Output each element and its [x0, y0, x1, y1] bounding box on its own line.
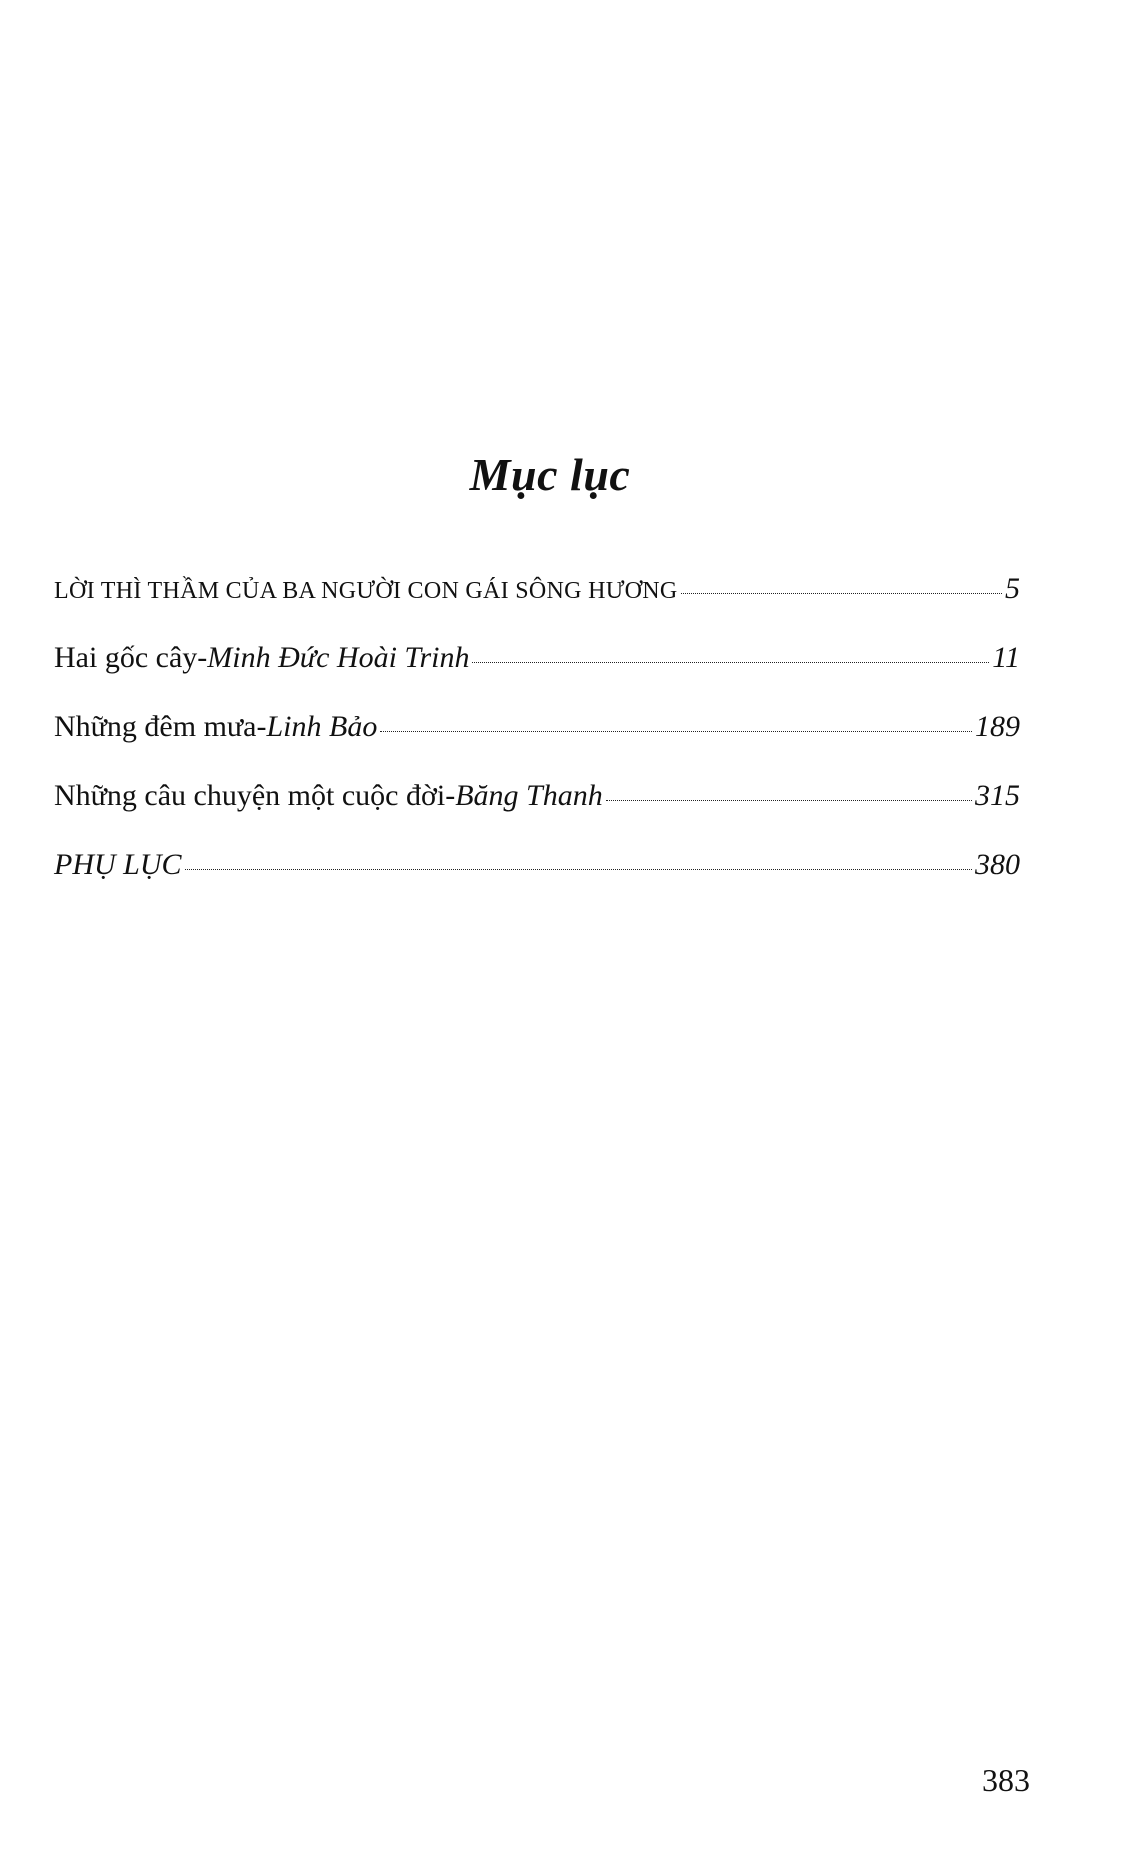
table-of-contents [54, 572, 1020, 917]
dot-leader [681, 593, 1002, 594]
toc-entry-title: Những đêm mưa [54, 710, 257, 743]
toc-entry-author: Băng Thanh [455, 779, 603, 812]
toc-entry-separator: - [256, 710, 267, 743]
toc-entry[interactable] [54, 641, 1020, 710]
toc-entry-page: 380 [975, 848, 1020, 881]
page-title: Mục lục [469, 449, 631, 500]
toc-entry-title: PHỤ LỤC [54, 848, 182, 881]
toc-entry-title: LỜI THÌ THẦM CỦA BA NGƯỜI CON GÁI SÔNG HƯƠNG [54, 578, 678, 604]
toc-entry-page: 5 [1005, 572, 1020, 605]
toc-entry[interactable] [54, 572, 1020, 641]
toc-entry-page: 11 [992, 641, 1020, 674]
dot-leader [380, 731, 972, 732]
toc-entry[interactable] [54, 779, 1020, 848]
toc-entry-title: Hai gốc cây [54, 641, 198, 674]
dot-leader [472, 662, 989, 663]
toc-entry-separator: - [445, 779, 456, 812]
toc-entry-author: Linh Bảo [266, 710, 378, 743]
toc-entry-title: Những câu chuyện một cuộc đời [54, 779, 446, 812]
dot-leader [606, 800, 972, 801]
toc-entry[interactable] [54, 710, 1020, 779]
page-number: 383 [982, 1762, 1030, 1798]
toc-entry-separator: - [197, 641, 208, 674]
toc-entry-page: 315 [975, 779, 1020, 812]
toc-entry-author: Minh Đức Hoài Trinh [207, 641, 470, 674]
dot-leader [185, 869, 972, 870]
toc-entry[interactable] [54, 848, 1020, 917]
toc-entry-page: 189 [975, 710, 1020, 743]
